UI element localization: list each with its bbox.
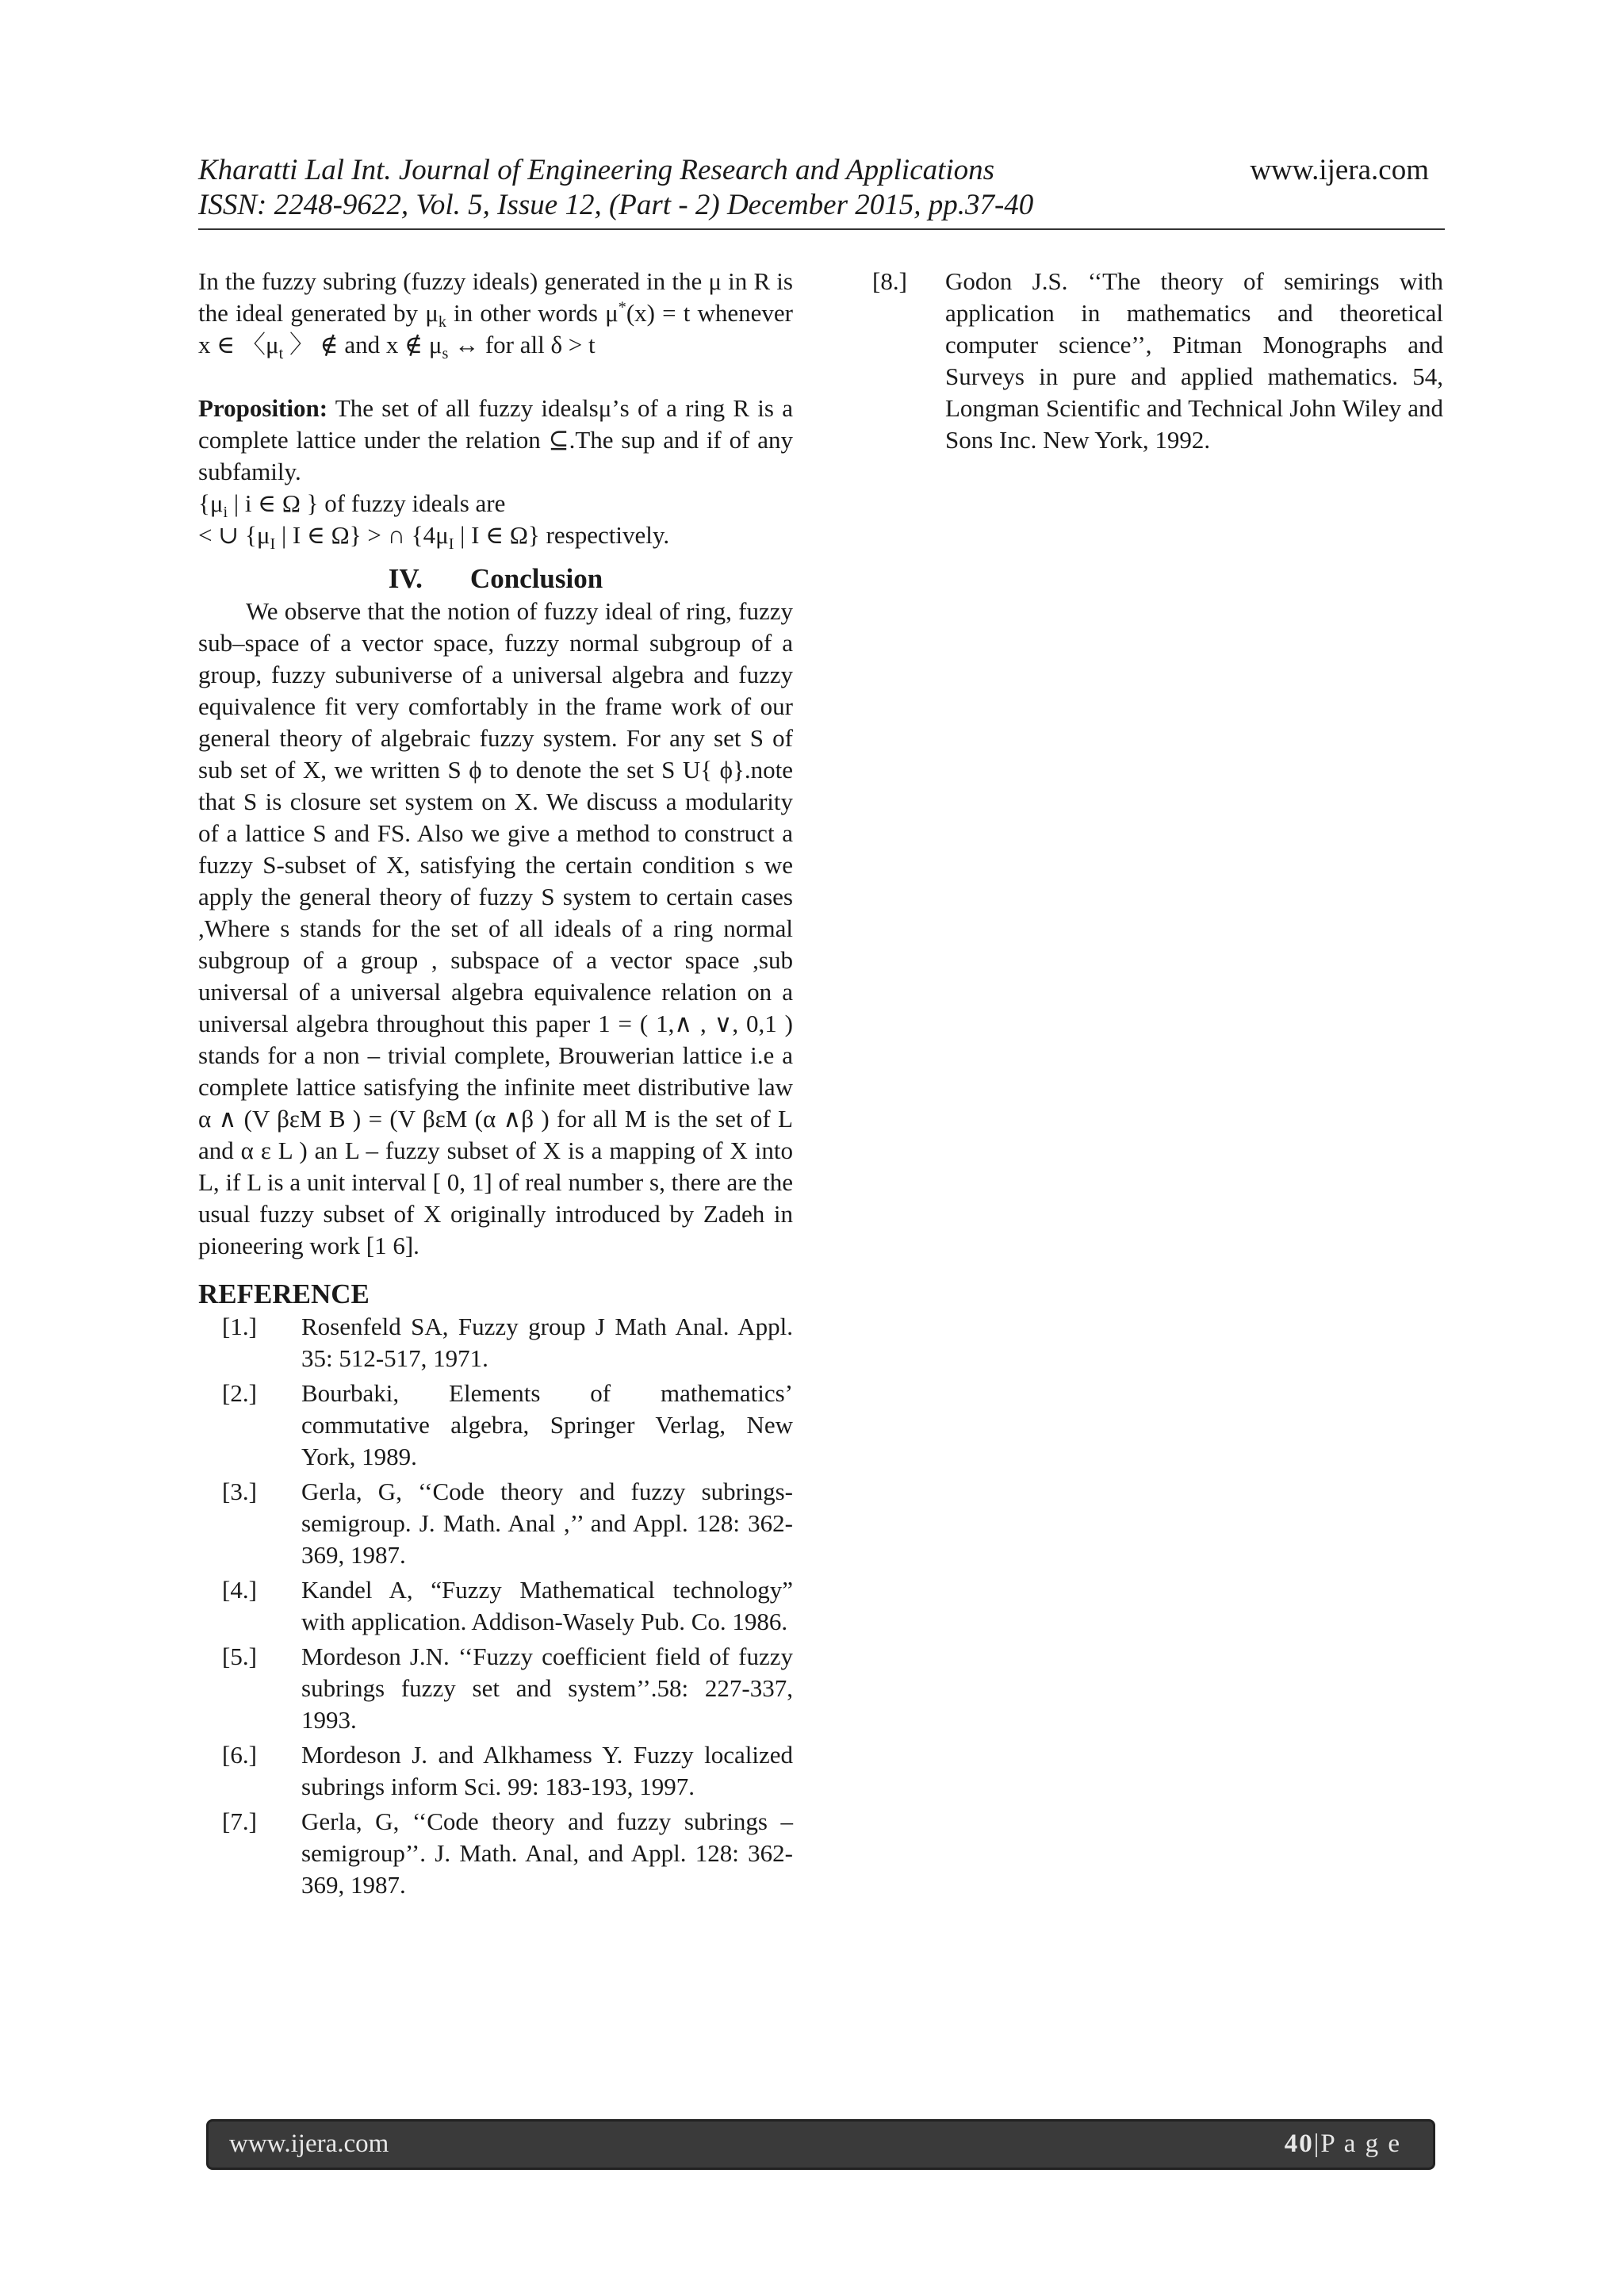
reference-item bbox=[198, 1641, 793, 1736]
proposition-label: Proposition: bbox=[198, 394, 328, 422]
reference-list bbox=[198, 1311, 793, 1901]
proposition-paragraph: Proposition: The set of all fuzzy idealsμ’s of a ring R is a complete lattice under the relation ⊆.The sup and if of any subfamily. bbox=[198, 394, 793, 485]
reference-text: Mordeson J.N. ‘‘Fuzzy coefficient field of fuzzy subrings fuzzy set and system’’.58: 227-337, 1993. bbox=[301, 1642, 793, 1734]
reference-number: [3.] bbox=[222, 1478, 257, 1505]
reference-item bbox=[198, 1739, 793, 1803]
reference-text: Gerla, G, ‘‘Code theory and fuzzy subrings-semigroup. J. Math. Anal ,’’ and Appl. 128: 362-369, 1987. bbox=[301, 1478, 793, 1569]
right-column bbox=[872, 266, 1443, 459]
reference-item bbox=[198, 1311, 793, 1374]
footer-website-link[interactable]: www.ijera.com bbox=[229, 2129, 389, 2158]
reference-item bbox=[198, 1378, 793, 1473]
reference-number: [7.] bbox=[222, 1807, 257, 1835]
reference-text: Rosenfeld SA, Fuzzy group J Math Anal. Appl. 35: 512-517, 1971. bbox=[301, 1313, 793, 1372]
reference-text: Kandel A, “Fuzzy Mathematical technology” with application. Addison-Wasely Pub. Co. 1986. bbox=[301, 1576, 793, 1635]
reference-item bbox=[872, 266, 1443, 456]
page-number: 40|P a g e bbox=[1284, 2129, 1401, 2158]
page-footer bbox=[206, 2119, 1435, 2170]
reference-item bbox=[198, 1574, 793, 1638]
left-column bbox=[198, 266, 793, 1904]
reference-text: Godon J.S. ‘‘The theory of semirings with application in mathematics and theoretical computer science’’, Pitman Monographs and Surveys in pure and applied mathematics. 54, Longman Scientific and Technical John Wiley and Sons Inc. New York, 1992. bbox=[945, 267, 1443, 454]
header-divider bbox=[198, 228, 1445, 230]
conclusion-heading: IV. Conclusion bbox=[388, 563, 603, 594]
proposition-line-2: {$\mu_i$ | i ∈ Ω } of fuzzy ideals are bbox=[198, 489, 506, 522]
reference-number: [2.] bbox=[222, 1379, 257, 1407]
reference-number: [6.] bbox=[222, 1741, 257, 1769]
journal-title: Kharatti Lal Int. Journal of Engineering Research and Applications bbox=[198, 154, 995, 186]
reference-number: [1.] bbox=[222, 1313, 257, 1340]
reference-number: [4.] bbox=[222, 1576, 257, 1604]
reference-list-continued bbox=[872, 266, 1443, 456]
header-website-link[interactable]: www.ijera.com bbox=[1250, 154, 1429, 186]
reference-text: Gerla, G, ‘‘Code theory and fuzzy subrings – semigroup’’. J. Math. Anal, and Appl. 128: 362-369, 1987. bbox=[301, 1807, 793, 1899]
conclusion-paragraph: We observe that the notion of fuzzy ideal of ring, fuzzy sub–space of a vector space, fuzzy normal subgroup of a group, fuzzy subuniverse of a universal algebra and fuzzy equivalence fit very comfortably in the frame work of our general theory of algebraic fuzzy system. For any set S of sub set of X, we written S ϕ to denote the set S U{ ϕ}.note that S is closure set system on X. We discuss a modularity of a lattice S and FS. Also we give a method to construct a fuzzy S-subset of X, satisfying the certain condition s we apply the general theory of fuzzy S system to certain cases ,Where s stands for the set of all ideals of a ring normal subgroup of a group , subspace of a vector space ,sub universal of a universal algebra equivalence relation on a universal algebra throughout this paper 1 = ( 1,∧ , ∨, 0,1 ) stands for a non – trivial complete, Brouwerian lattice i.e a complete lattice satisfying the infinite meet distributive law α ∧ (V βεM B ) = (V βεM (α ∧β ) for all M is the set of L and α ε L ) an L – fuzzy subset of X is a mapping of X into L, if L is a unit interval [ 0, 1] of real number s, there are the usual fuzzy subset of X originally introduced by Zadeh in pioneering work [1 6]. bbox=[198, 597, 793, 1259]
reference-text: Bourbaki, Elements of mathematics’ commutative algebra, Springer Verlag, New York, 1989. bbox=[301, 1379, 793, 1470]
reference-number: [5.] bbox=[222, 1642, 257, 1670]
page-header bbox=[198, 153, 1443, 223]
reference-item bbox=[198, 1806, 793, 1901]
intro-paragraph: In the fuzzy subring (fuzzy ideals) generated in the μ in R is the ideal generated by $\mu_k$ in other words μ*(x) = t whenever x ∈ 〈$\mu_t$ 〉 ∉ and x ∉ $\mu_s$ ↔ for all δ > t bbox=[198, 267, 794, 363]
reference-item bbox=[198, 1476, 793, 1571]
issn-line: ISSN: 2248-9622, Vol. 5, Issue 12, (Part - 2) December 2015, pp.37-40 bbox=[198, 189, 1034, 221]
proposition-line-3: < ∪ {$\mu_I$ | I ∈ Ω} > ∩ {$4\mu_I$ | I ∈ Ω} respectively. bbox=[198, 521, 670, 554]
reference-number: [8.] bbox=[872, 267, 907, 295]
reference-text: Mordeson J. and Alkhamess Y. Fuzzy localized subrings inform Sci. 99: 183-193, 1997. bbox=[301, 1741, 793, 1800]
reference-heading: REFERENCE bbox=[198, 1278, 370, 1309]
